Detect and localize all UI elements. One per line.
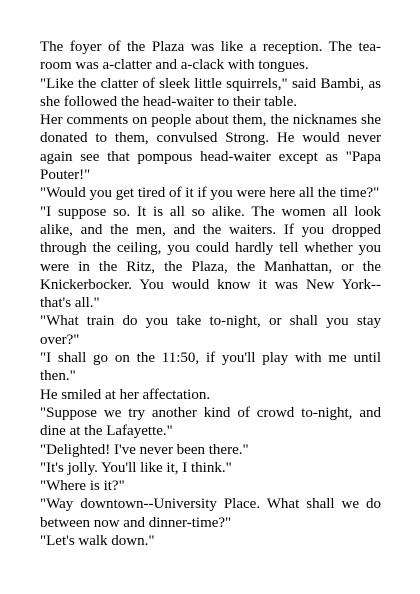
paragraph-all-alike: "I suppose so. It is all so alike. The women all look alike, and the men, and the waiters. If you dropped through the ceiling, you could hardly tell whether you were in the Ritz, the Plaza, the Manhattan, or the Knickerbocker. You would know it was New York--that's all." [40,203,381,312]
paragraph-affectation: He smiled at her affectation. [40,386,211,403]
paragraph-jolly: "It's jolly. You'll like it, I think." [40,459,232,476]
paragraph-plaza-foyer: The foyer of the Plaza was like a reception. The tea-room was a-clatter and a-clack with tongues. [40,39,381,74]
paragraph-eleven-fifty: "I shall go on the 11:50, if you'll play with me until then." [40,350,381,385]
paragraph-university-place: "Way downtown--University Place. What shall we do between now and dinner-time?" [40,496,381,531]
paragraph-where-is-it: "Where is it?" [40,478,125,495]
paragraph-train-question: "What train do you take to-night, or shall you stay over?" [40,313,381,348]
paragraph-walk-down: "Let's walk down." [40,533,155,550]
paragraph-tired-question: "Would you get tired of it if you were here all the time?" [40,185,380,202]
paragraph-papa-pouter: Her comments on people about them, the nicknames she donated to them, convulsed Strong. He would never again see that pompous head-waiter except as "Papa Pouter!" [40,112,381,184]
paragraph-delighted: "Delighted! I've never been there." [40,441,249,458]
paragraph-lafayette: "Suppose we try another kind of crowd to-night, and dine at the Lafayette." [40,404,381,440]
paragraph-squirrels: "Like the clatter of sleek little squirrels," said Bambi, as she followed the head-waiter to their table. [40,75,381,110]
document-page [40,38,381,550]
